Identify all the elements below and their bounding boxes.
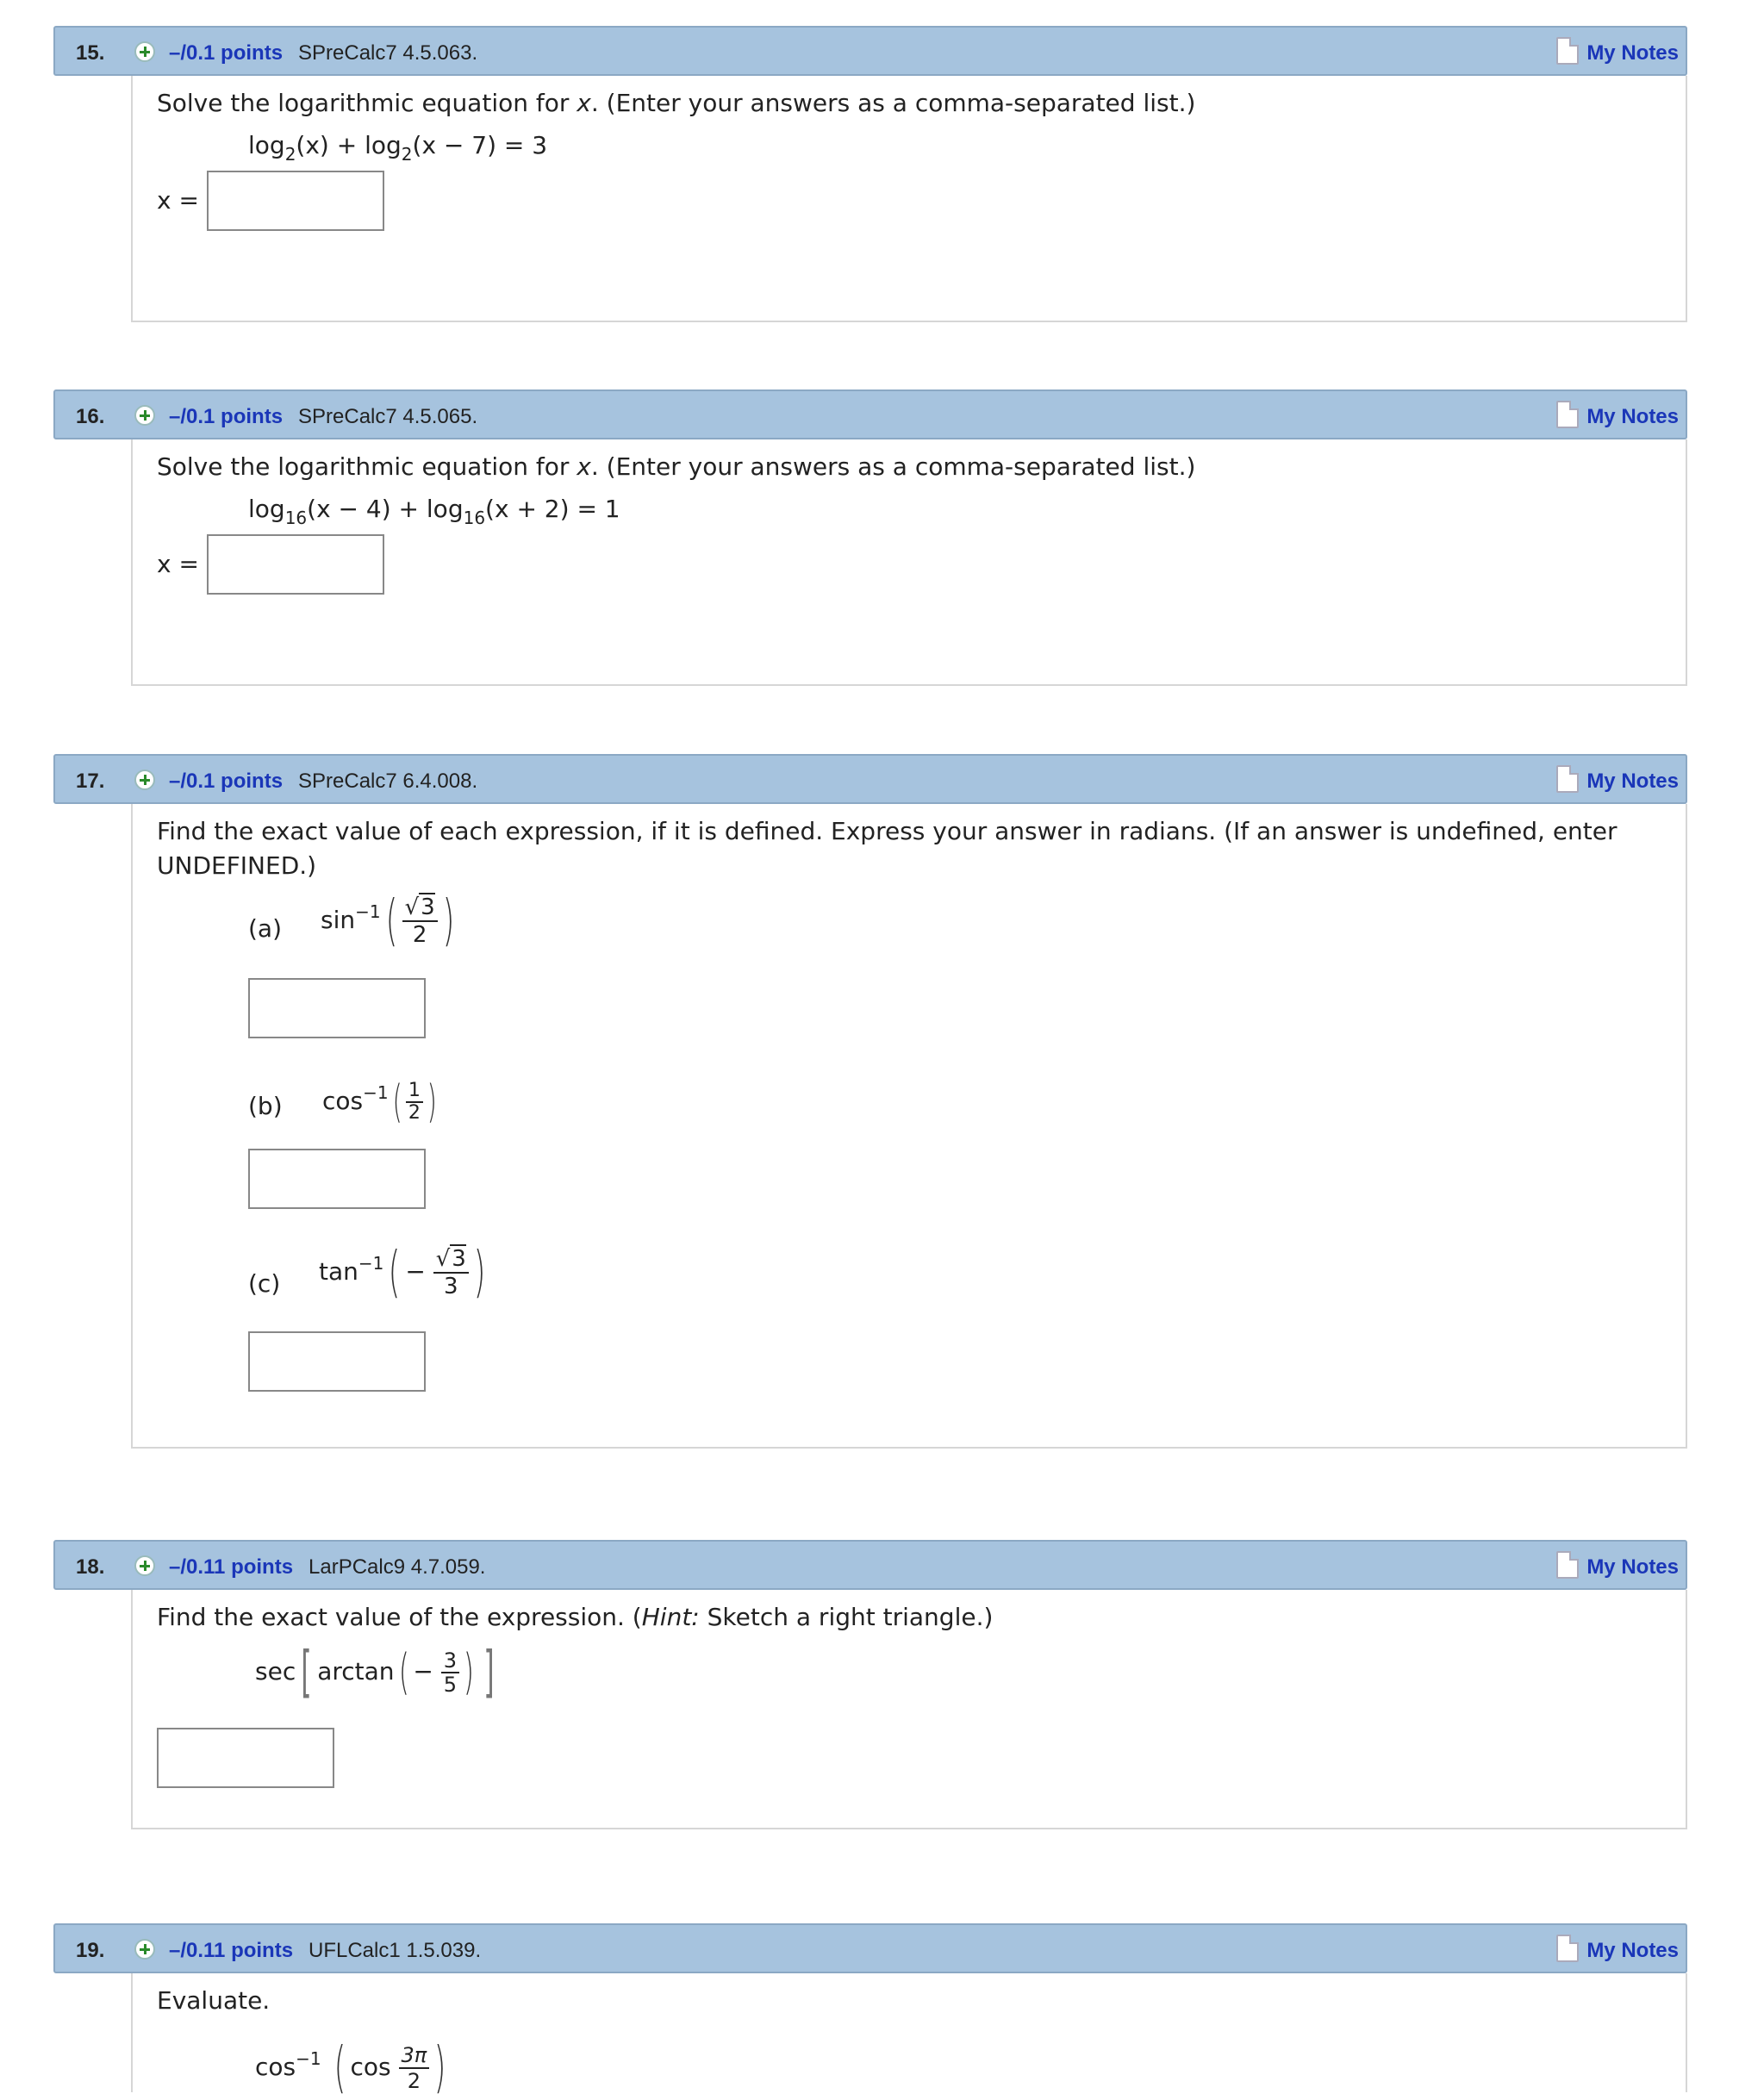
expression: sec[ arctan( − $\frac{3}{5}$ ) ] — [255, 1641, 495, 1704]
expand-plus-icon[interactable] — [134, 405, 155, 426]
part-a-expression: $\sin^{-1}$( $\frac{√3}{2}$ ) — [321, 889, 455, 953]
points-link[interactable]: –/0.1 points — [169, 770, 284, 793]
question-header — [53, 754, 1687, 804]
question-header — [53, 1540, 1687, 1590]
answer-label: x = — [157, 550, 199, 578]
note-icon[interactable] — [1556, 401, 1579, 428]
question-prompt: Solve the logarithmic equation for x. (Enter your answers as a comma-separated list.) — [157, 89, 1196, 117]
question-prompt: Find the exact value of each expression, if it is defined. Express your answer in radians. (If an answer is undefined, enter UNDEFINED.) — [157, 817, 1618, 880]
note-icon[interactable] — [1556, 37, 1579, 65]
problem-code: SPreCalc7 4.5.065. — [298, 405, 478, 428]
expression: $\cos^{-1}$ ( cos $\frac{3\pi}{2}$ ) — [255, 2036, 446, 2100]
question-prompt: Evaluate. — [157, 1986, 271, 2015]
equation: $\log_{16}(x - 4) + \log_{16}(x + 2) = 1$ — [248, 495, 620, 528]
part-b-expression: $\cos^{-1}$( $\frac{1}{2}$ ) — [322, 1076, 437, 1128]
question-18 — [53, 1540, 1687, 1829]
part-b-answer-input[interactable] — [248, 1149, 426, 1209]
question-prompt: Find the exact value of the expression. (Hint: Sketch a right triangle.) — [157, 1603, 994, 1631]
question-prompt: Solve the logarithmic equation for x. (Enter your answers as a comma-separated list.) — [157, 452, 1196, 481]
note-icon[interactable] — [1556, 765, 1579, 793]
question-header — [53, 1923, 1687, 1973]
expand-plus-icon[interactable] — [134, 770, 155, 790]
points-link[interactable]: –/0.1 points — [169, 41, 284, 65]
problem-code: SPreCalc7 4.5.063. — [298, 41, 478, 65]
expand-plus-icon[interactable] — [134, 1555, 155, 1576]
problem-code: LarPCalc9 4.7.059. — [309, 1555, 486, 1579]
my-notes-link[interactable]: My Notes — [1586, 770, 1679, 793]
expand-plus-icon[interactable] — [134, 41, 155, 62]
answer-label: x = — [157, 186, 199, 215]
my-notes-link[interactable]: My Notes — [1586, 1555, 1679, 1579]
question-body — [131, 76, 1687, 322]
part-c-expression: $\tan^{-1}$( − $\frac{√3}{3}$ ) — [319, 1241, 486, 1305]
part-a-answer-input[interactable] — [248, 978, 426, 1038]
part-c-label: (c) — [248, 1269, 281, 1298]
question-number: 19. — [76, 1939, 105, 1962]
note-icon[interactable] — [1556, 1935, 1579, 1962]
question-header — [53, 26, 1687, 76]
problem-code: SPreCalc7 6.4.008. — [298, 770, 478, 793]
question-header — [53, 389, 1687, 439]
question-19 — [53, 1923, 1687, 2100]
question-number: 17. — [76, 770, 105, 793]
my-notes-link[interactable]: My Notes — [1586, 405, 1679, 428]
my-notes-link[interactable]: My Notes — [1586, 41, 1679, 65]
expand-plus-icon[interactable] — [134, 1939, 155, 1960]
question-number: 18. — [76, 1555, 105, 1579]
question-body — [131, 1590, 1687, 1829]
my-notes-link[interactable]: My Notes — [1586, 1939, 1679, 1962]
question-number: 15. — [76, 41, 105, 65]
points-link[interactable]: –/0.11 points — [169, 1555, 294, 1579]
answer-input[interactable] — [157, 1728, 334, 1788]
question-16 — [53, 389, 1687, 686]
note-icon[interactable] — [1556, 1551, 1579, 1579]
question-number: 16. — [76, 405, 105, 428]
answer-input[interactable] — [207, 171, 384, 231]
question-body — [131, 804, 1687, 1449]
question-body — [131, 439, 1687, 686]
equation: $\log_2(x) + \log_2(x - 7) = 3$ — [248, 131, 548, 165]
part-c-answer-input[interactable] — [248, 1331, 426, 1392]
question-17 — [53, 754, 1687, 1449]
part-a-label: (a) — [248, 914, 283, 943]
question-15 — [53, 26, 1687, 322]
answer-input[interactable] — [207, 534, 384, 595]
problem-code: UFLCalc1 1.5.039. — [309, 1939, 482, 1962]
points-link[interactable]: –/0.11 points — [169, 1939, 294, 1962]
part-b-label: (b) — [248, 1092, 283, 1120]
points-link[interactable]: –/0.1 points — [169, 405, 284, 428]
question-body — [131, 1973, 1687, 2100]
